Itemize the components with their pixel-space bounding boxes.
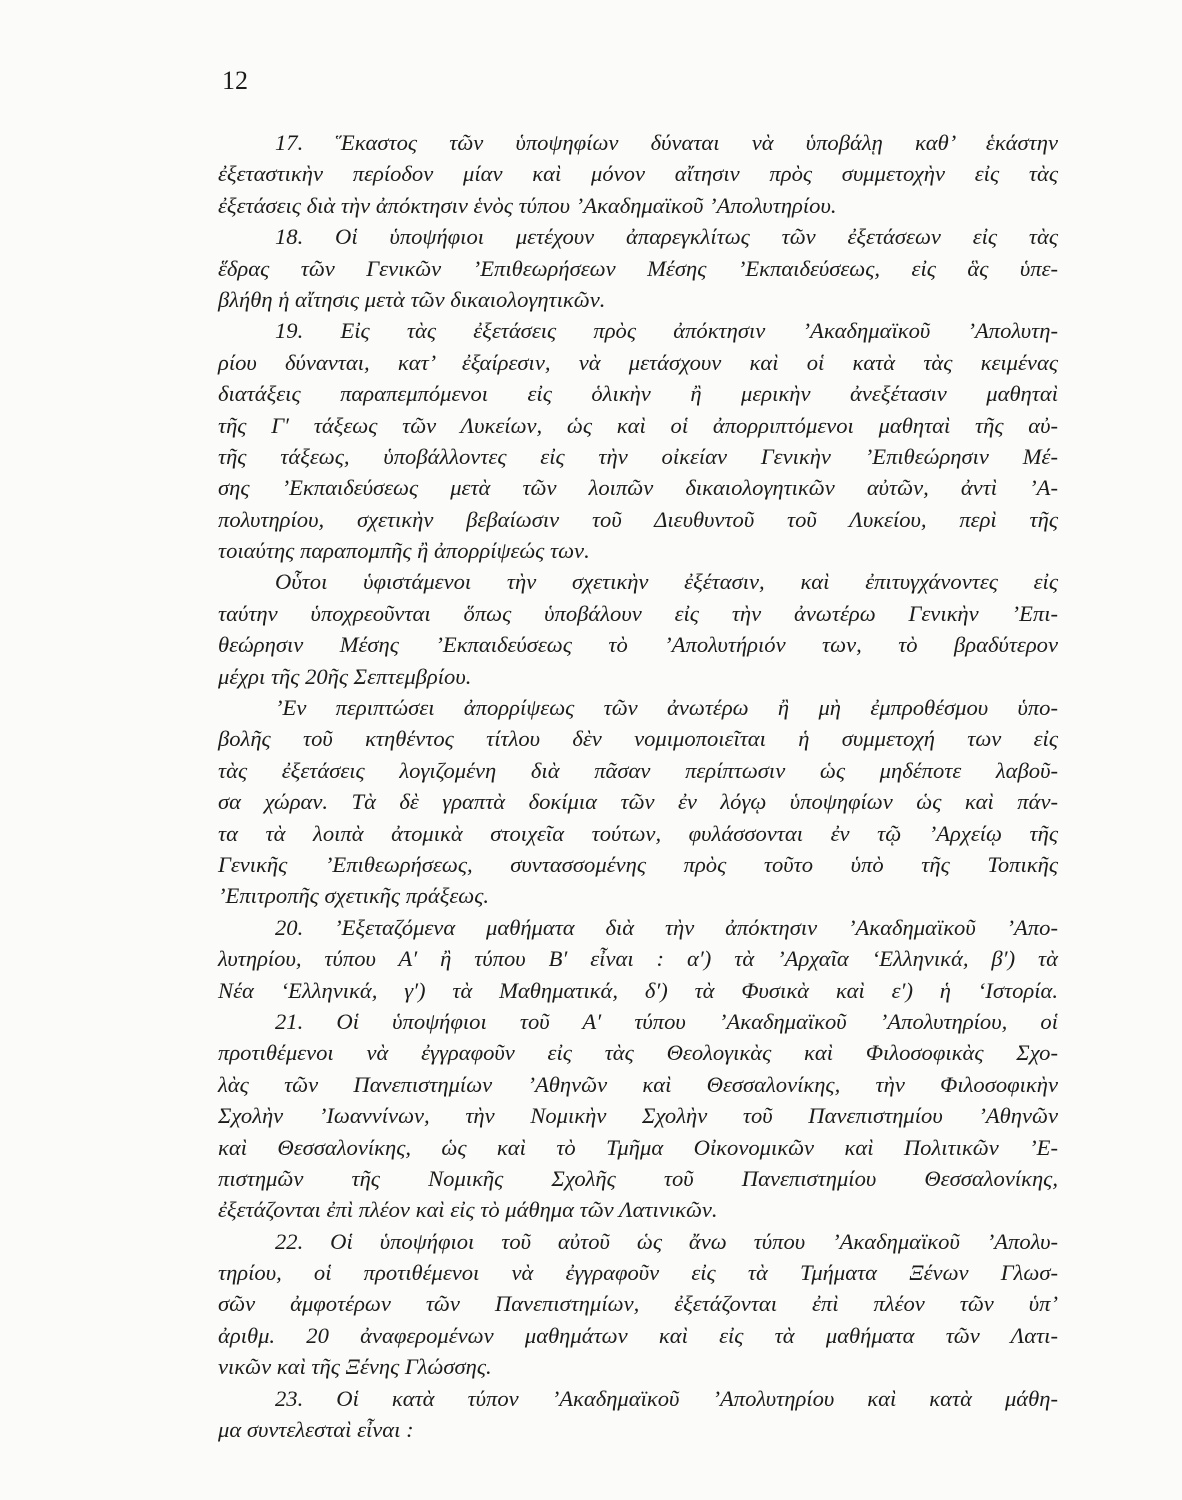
text-line: ρίου δύνανται, κατ’ ἐξαίρεσιν, νὰ μετάσχουν καὶ οἱ κατὰ τὰς κειμένας bbox=[218, 349, 1058, 375]
text-line: 21. Οἱ ὑποψήφιοι τοῦ Α′ τύπου ’Ακαδημαϊκοῦ ’Απολυτηρίου, οἱ bbox=[275, 1008, 1058, 1034]
text-line: πιστημῶν τῆς Νομικῆς Σχολῆς τοῦ Πανεπιστημίου Θεσσαλονίκης, bbox=[218, 1165, 1058, 1191]
text-line: προτιθέμενοι νὰ ἐγγραφοῦν εἰς τὰς Θεολογικὰς καὶ Φιλοσοφικὰς Σχο- bbox=[218, 1040, 1058, 1066]
text-line: καὶ Θεσσαλονίκης, ὡς καὶ τὸ Τμῆμα Οἰκονομικῶν καὶ Πολιτικῶν ’Ε- bbox=[218, 1134, 1058, 1160]
text-line: βλήθη ἡ αἴτησις μετὰ τῶν δικαιολογητικῶν. bbox=[218, 286, 606, 312]
text-line: σα χώραν. Τὰ δὲ γραπτὰ δοκίμια τῶν ἐν λόγῳ ὑποψηφίων ὡς καὶ πάν- bbox=[218, 789, 1058, 815]
text-line: ’Εν περιπτώσει ἀπορρίψεως τῶν ἀνωτέρω ἢ μὴ ἐμπροθέσμου ὑπο- bbox=[275, 695, 1058, 721]
text-line: λὰς τῶν Πανεπιστημίων ’Αθηνῶν καὶ Θεσσαλονίκης, τὴν Φιλοσοφικὴν bbox=[218, 1071, 1058, 1097]
text-line: βολῆς τοῦ κτηθέντος τίτλου δὲν νομιμοποιεῖται ἡ συμμετοχή των εἰς bbox=[218, 726, 1058, 752]
text-line: λυτηρίου, τύπου Α′ ἢ τύπου Β′ εἶναι : α′) τὰ ’Αρχαῖα ‘Ελληνικά, β′) τὰ bbox=[218, 946, 1058, 972]
text-line: 18. Οἱ ὑποψήφιοι μετέχουν ἀπαρεγκλίτως τῶν ἐξετάσεων εἰς τὰς bbox=[275, 224, 1058, 250]
text-line: ἐξετάσεις διὰ τὴν ἀπόκτησιν ἑνὸς τύπου ’Ακαδημαϊκοῦ ’Απολυτηρίου. bbox=[218, 192, 837, 218]
text-line: σης ’Εκπαιδεύσεως μετὰ τῶν λοιπῶν δικαιολογητικῶν αὐτῶν, ἀντὶ ’Α- bbox=[218, 475, 1058, 501]
text-line: Γενικῆς ’Επιθεωρήσεως, συντασσομένης πρὸς τοῦτο ὑπὸ τῆς Τοπικῆς bbox=[218, 851, 1058, 877]
text-line: σῶν ἀμφοτέρων τῶν Πανεπιστημίων, ἐξετάζονται ἐπὶ πλέον τῶν ὑπ’ bbox=[218, 1291, 1058, 1317]
text-line: 20. ’Εξεταζόμενα μαθήματα διὰ τὴν ἀπόκτησιν ’Ακαδημαϊκοῦ ’Απο- bbox=[275, 914, 1058, 940]
text-line: τὰς ἐξετάσεις λογιζομένη διὰ πᾶσαν περίπτωσιν ὡς μηδέποτε λαβοῦ- bbox=[218, 757, 1058, 783]
text-line: ἐξεταστικὴν περίοδον μίαν καὶ μόνον αἴτησιν πρὸς συμμετοχὴν εἰς τὰς bbox=[218, 161, 1058, 187]
body-text bbox=[218, 127, 1058, 1445]
text-line: ’Επιτροπῆς σχετικῆς πράξεως. bbox=[218, 883, 490, 909]
text-line: 23. Οἱ κατὰ τύπον ’Ακαδημαϊκοῦ ’Απολυτηρίου καὶ κατὰ μάθη- bbox=[275, 1385, 1058, 1411]
page-number: 12 bbox=[222, 66, 248, 95]
text-line: Οὗτοι ὑφιστάμενοι τὴν σχετικὴν ἐξέτασιν, καὶ ἐπιτυγχάνοντες εἰς bbox=[275, 569, 1058, 595]
text-line: 17. Ἕκαστος τῶν ὑποψηφίων δύναται νὰ ὑποβάλῃ καθ’ ἑκάστην bbox=[275, 130, 1058, 155]
text-line: τοιαύτης παραπομπῆς ἢ ἀπορρίψεώς των. bbox=[218, 538, 590, 564]
text-line: τῆς Γ′ τάξεως τῶν Λυκείων, ὡς καὶ οἱ ἀπορριπτόμενοι μαθηταὶ τῆς αὐ- bbox=[218, 412, 1058, 438]
text-line: διατάξεις παραπεμπόμενοι εἰς ὁλικὴν ἢ μερικὴν ἀνεξέτασιν μαθηταὶ bbox=[218, 381, 1058, 407]
text-line: νικῶν καὶ τῆς Ξένης Γλώσσης. bbox=[218, 1354, 492, 1380]
text-line: μα συντελεσταὶ εἶναι : bbox=[218, 1417, 414, 1443]
text-line: θεώρησιν Μέσης ’Εκπαιδεύσεως τὸ ’Απολυτήριόν των, τὸ βραδύτερον bbox=[218, 632, 1058, 658]
text-line: 22. Οἱ ὑποψήφιοι τοῦ αὐτοῦ ὡς ἄνω τύπου ’Ακαδημαϊκοῦ ’Απολυ- bbox=[275, 1228, 1058, 1254]
text-line: μέχρι τῆς 20ῆς Σεπτεμβρίου. bbox=[218, 663, 472, 689]
text-line: ἀριθμ. 20 ἀναφερομένων μαθημάτων καὶ εἰς τὰ μαθήματα τῶν Λατι- bbox=[218, 1322, 1058, 1348]
text-line: Σχολὴν ’Ιωαννίνων, τὴν Νομικὴν Σχολὴν τοῦ Πανεπιστημίου ’Αθηνῶν bbox=[218, 1103, 1058, 1129]
text-line: ἕδρας τῶν Γενικῶν ’Επιθεωρήσεων Μέσης ’Εκπαιδεύσεως, εἰς ἃς ὑπε- bbox=[218, 255, 1058, 281]
text-line: ταύτην ὑποχρεοῦνται ὅπως ὑποβάλουν εἰς τὴν ἀνωτέρω Γενικὴν ’Επι- bbox=[218, 600, 1058, 626]
text-line: ἐξετάζονται ἐπὶ πλέον καὶ εἰς τὸ μάθημα τῶν Λατινικῶν. bbox=[218, 1197, 718, 1223]
text-line: τα τὰ λοιπὰ ἀτομικὰ στοιχεῖα τούτων, φυλάσσονται ἐν τῷ ’Αρχείῳ τῆς bbox=[218, 820, 1058, 846]
text-line: πολυτηρίου, σχετικὴν βεβαίωσιν τοῦ Διευθυντοῦ τοῦ Λυκείου, περὶ τῆς bbox=[218, 506, 1058, 532]
text-line: τῆς τάξεως, ὑποβάλλοντες εἰς τὴν οἰκείαν Γενικὴν ’Επιθεώρησιν Μέ- bbox=[218, 443, 1058, 469]
text-line: Νέα ‘Ελληνικά, γ′) τὰ Μαθηματικά, δ′) τὰ Φυσικὰ καὶ ε′) ἡ ‘Ιστορία. bbox=[218, 977, 1058, 1003]
text-line: 19. Εἰς τὰς ἐξετάσεις πρὸς ἀπόκτησιν ’Ακαδημαϊκοῦ ’Απολυτη- bbox=[275, 318, 1058, 344]
text-line: τηρίου, οἱ προτιθέμενοι νὰ ἐγγραφοῦν εἰς τὰ Τμήματα Ξένων Γλωσ- bbox=[218, 1260, 1058, 1286]
